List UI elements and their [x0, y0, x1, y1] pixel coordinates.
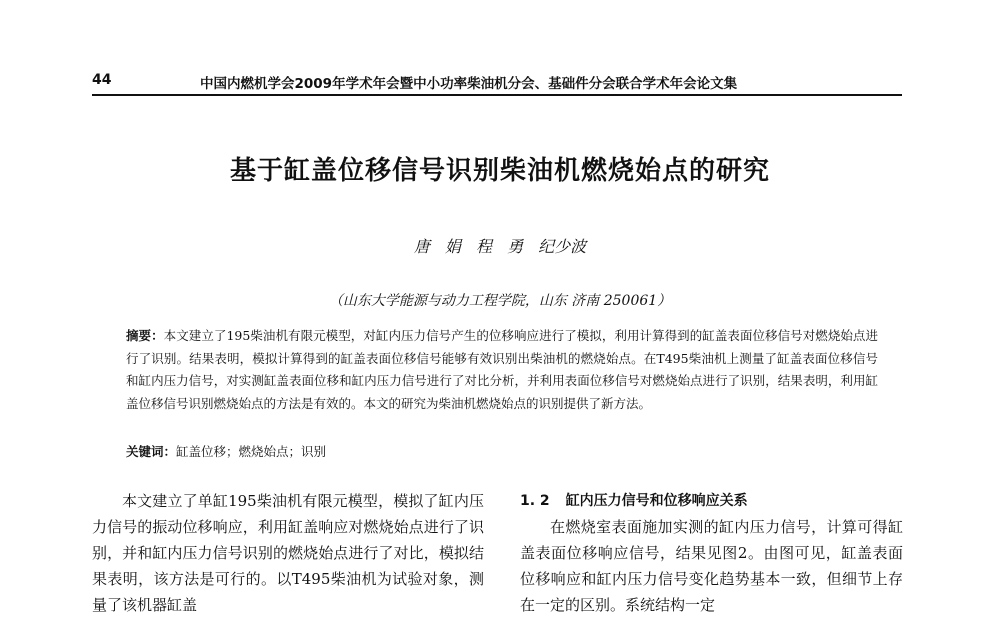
authors: 唐 娟 程 勇 纪少波: [413, 237, 587, 256]
body-left-column: 本文建立了单缸195柴油机有限元模型，模拟了缸内压力信号的振动位移响应，利用缸盖响应对燃烧始点进行了识别，并和缸内压力信号识别的燃烧始点进行了对比，模拟结果表明，该方法是可行的。以T495柴油机为试验对象，测量了该机器缸盖: [92, 492, 484, 614]
affiliation: （山东大学能源与动力工程学院，山东 济南 250061）: [328, 293, 672, 309]
running-header: 中国内燃机学会2009年学术年会暨中小功率柴油机分会、基础件分会联合学术年会论文集: [200, 76, 738, 92]
page-number: 44: [92, 72, 112, 88]
header-rule: [92, 94, 902, 96]
abstract: [126, 325, 878, 415]
section-title: 缸内压力信号和位移响应关系: [565, 493, 748, 509]
body-right-column: 在燃烧室表面施加实测的缸内压力信号，计算可得缸盖表面位移响应信号，结果见图2。由图可见，缸盖表面位移响应和缸内压力信号变化趋势基本一致，但细节上存在一定的区别。系统结构一定: [520, 518, 903, 614]
section-heading: [520, 488, 900, 514]
keywords: [126, 441, 878, 463]
section-number: 1. 2: [520, 493, 550, 509]
abstract-label: 摘要：: [126, 328, 164, 343]
abstract-text: 本文建立了195柴油机有限元模型，对缸内压力信号产生的位移响应进行了模拟，利用计算得到的缸盖表面位移信号对燃烧始点进行了识别。结果表明，模拟计算得到的缸盖表面位移信号能够有效识别出柴油机的燃烧始点。在T495柴油机上测量了缸盖表面位移信号和缸内压力信号，对实测缸盖表面位移和缸内压力信号进行了对比分析，并利用表面位移信号对燃烧始点进行了识别，结果表明，利用缸盖位移信号识别燃烧始点的方法是有效的。本文的研究为柴油机燃烧始点的识别提供了新方法。: [126, 328, 878, 411]
keywords-text: 缸盖位移；燃烧始点；识别: [176, 444, 327, 459]
keywords-label: 关键词：: [126, 444, 177, 459]
paper-title: 基于缸盖位移信号识别柴油机燃烧始点的研究: [229, 156, 770, 186]
